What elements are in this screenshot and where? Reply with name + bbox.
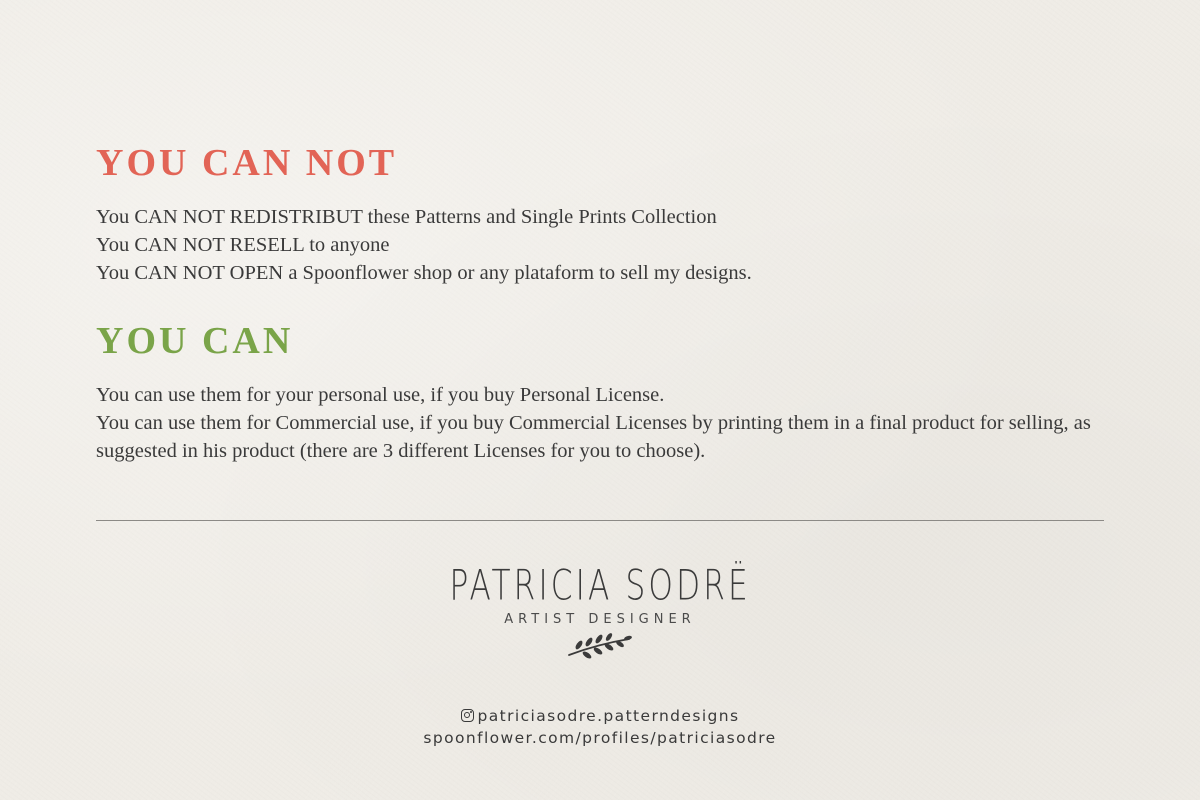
instagram-handle[interactable]: patriciasodre.patterndesigns [477,707,740,725]
cannot-line-resell: You CAN NOT RESELL to anyone [96,234,390,256]
can-list [96,381,1106,465]
cannot-line-open-shop: You CAN NOT OPEN a Spoonflower shop or any plataform to sell my designs. [96,262,752,284]
artist-logo [0,561,1200,659]
contact-footer [0,705,1200,749]
website-link[interactable]: spoonflower.com/profiles/patriciasodre [423,729,777,747]
can-line-commercial: You can use them for Commercial use, if you buy Commercial Licenses by printing them in a final product for selling, as suggested in his product (there are 3 different Licenses for you to choose). [96,412,1091,462]
cannot-heading: YOU CAN NOT [96,142,398,184]
logo-name: PATRICIA SODRË [449,561,751,611]
instagram-row[interactable] [0,705,1200,727]
instagram-icon [461,709,474,722]
cannot-list [96,203,1104,287]
leaf-sprig-icon [565,633,635,659]
can-line-personal: You can use them for your personal use, if you buy Personal License. [96,384,665,406]
cannot-line-redistribute: You CAN NOT REDISTRIBUT these Patterns and Single Prints Collection [96,206,717,228]
logo-subtitle: ARTIST DESIGNER [504,612,696,627]
can-heading: YOU CAN [96,320,294,362]
section-divider [96,520,1104,521]
